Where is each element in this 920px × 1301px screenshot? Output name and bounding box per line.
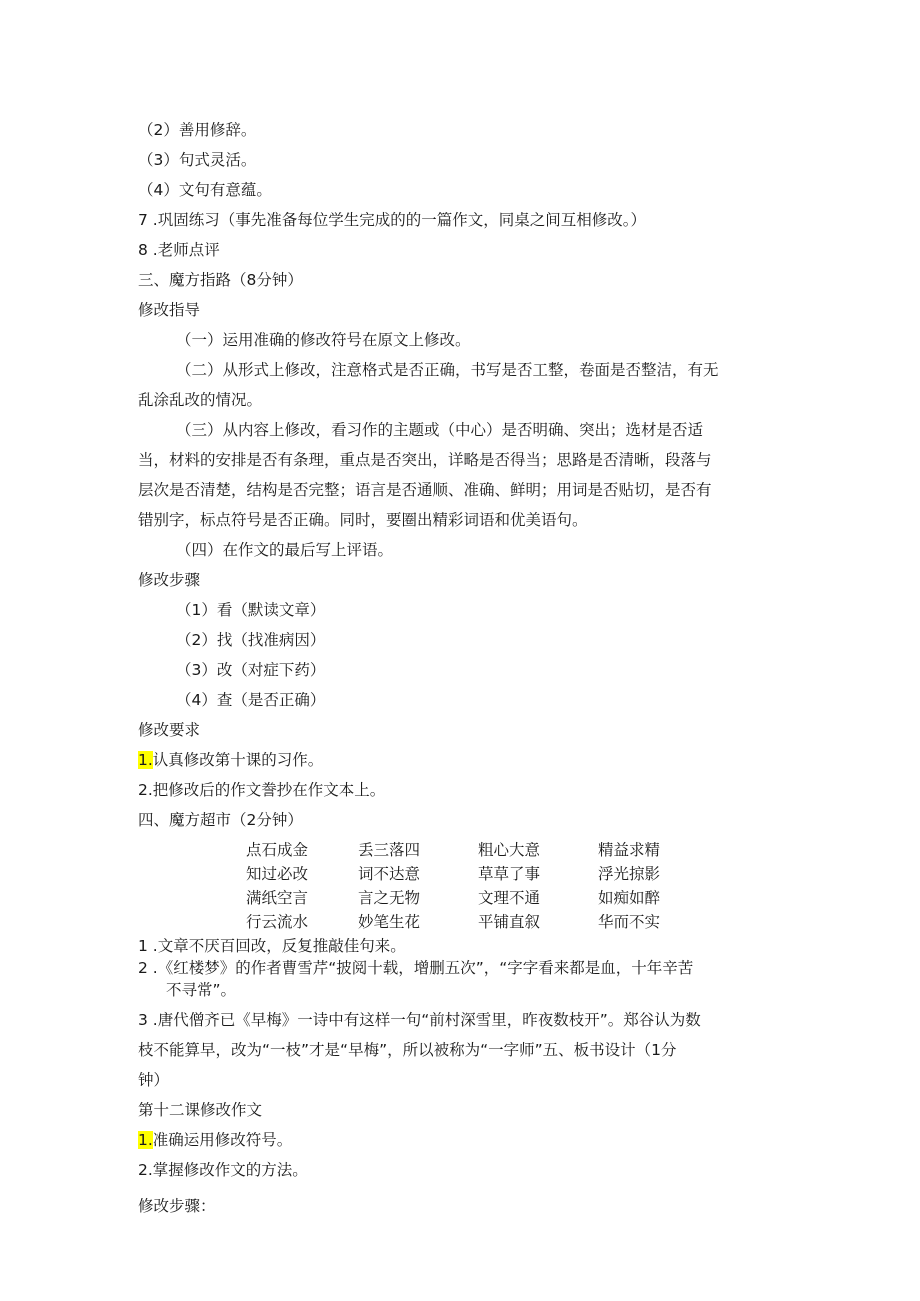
idiom: 妙笔生花: [358, 913, 421, 931]
note-2-line-1: 2 .《红楼梦》的作者曹雪芹“披阅十载，增删五次”，“字字看来都是血，十年辛苦: [138, 959, 694, 977]
idiom: 知过必改: [246, 865, 309, 883]
idiom: 精益求精: [598, 841, 661, 859]
guide-item-3-line-2: 当，材料的安排是否有条理，重点是否突出，详略是否得当；思路是否清晰，段落与: [138, 451, 712, 469]
step-item: （1）看（默读文章）: [176, 601, 326, 619]
idiom: 词不达意: [358, 865, 421, 883]
idiom: 如痴如醉: [598, 889, 661, 907]
step-7: 7 .巩固练习（事先准备每位学生完成的的一篇作文，同桌之间互相修改。）: [138, 211, 646, 229]
guide-item-3-line-4: 错别字，标点符号是否正确。同时，要圈出精彩词语和优美语句。: [138, 511, 588, 529]
step-8: 8 .老师点评: [138, 241, 220, 259]
guide-item-2-line-2: 乱涂乱改的情况。: [138, 391, 263, 409]
board-item-1-text: 准确运用修改符号。: [152, 1131, 293, 1149]
guide-item-3-line-1: （三）从内容上修改，看习作的主题或（中心）是否明确、突出；选材是否适: [176, 421, 704, 439]
guide-item-4: （四）在作文的最后写上评语。: [176, 541, 394, 559]
steps-title: 修改步骤: [138, 571, 201, 589]
note-3-line-1: 3 .唐代僧齐已《早梅》一诗中有这样一句“前村深雪里，昨夜数枝开”。郑谷认为数: [138, 1011, 701, 1029]
idiom: 言之无物: [358, 889, 421, 907]
guide-title: 修改指导: [138, 301, 201, 319]
idiom: 粗心大意: [478, 841, 541, 859]
section-3-title: 三、魔方指路（8分钟）: [138, 271, 303, 289]
note-1: 1 .文章不厌百回改，反复推敲佳句来。: [138, 937, 406, 955]
step-item: （4）查（是否正确）: [176, 691, 326, 709]
requirement-1: [138, 750, 323, 770]
highlighted-number: 1.: [138, 1131, 153, 1149]
intro-item: （3）句式灵活。: [138, 151, 257, 169]
requirement-1-text: 认真修改第十课的习作。: [152, 751, 324, 769]
idiom: 华而不实: [598, 913, 661, 931]
idiom: 行云流水: [246, 913, 309, 931]
note-3-line-3: 钟）: [138, 1071, 170, 1089]
guide-item-2-line-1: （二）从形式上修改，注意格式是否正确，书写是否工整，卷面是否整洁，有无: [176, 361, 719, 379]
idiom: 点石成金: [246, 841, 309, 859]
board-item-1: [138, 1130, 292, 1150]
intro-item: （4）文句有意蕴。: [138, 181, 272, 199]
idiom: 草草了事: [478, 865, 541, 883]
guide-item-3-line-3: 层次是否清楚，结构是否完整；语言是否通顺、准确、鲜明；用词是否贴切，是否有: [138, 481, 712, 499]
board-item-2: 2.掌握修改作文的方法。: [138, 1161, 308, 1179]
board-steps-label: 修改步骤：: [138, 1197, 216, 1215]
idiom: 满纸空言: [246, 889, 309, 907]
idiom: 文理不通: [478, 889, 541, 907]
requirement-2: 2.把修改后的作文誊抄在作文本上。: [138, 781, 386, 799]
highlighted-number: 1.: [138, 751, 153, 769]
idiom: 浮光掠影: [598, 865, 661, 883]
section-4-title: 四、魔方超市（2分钟）: [138, 811, 303, 829]
requirements-title: 修改要求: [138, 721, 201, 739]
guide-item-1: （一）运用准确的修改符号在原文上修改。: [176, 331, 471, 349]
idiom: 平铺直叙: [478, 913, 541, 931]
idiom: 丢三落四: [358, 841, 421, 859]
board-title: 第十二课修改作文: [138, 1101, 263, 1119]
step-item: （3）改（对症下药）: [176, 661, 326, 679]
note-2-line-2: 不寻常”。: [166, 981, 237, 999]
note-3-line-2: 枝不能算早，改为“一枝”才是“早梅”，所以被称为“一字师”五、板书设计（1分: [138, 1041, 677, 1059]
intro-item: （2）善用修辞。: [138, 121, 257, 139]
step-item: （2）找（找准病因）: [176, 631, 326, 649]
